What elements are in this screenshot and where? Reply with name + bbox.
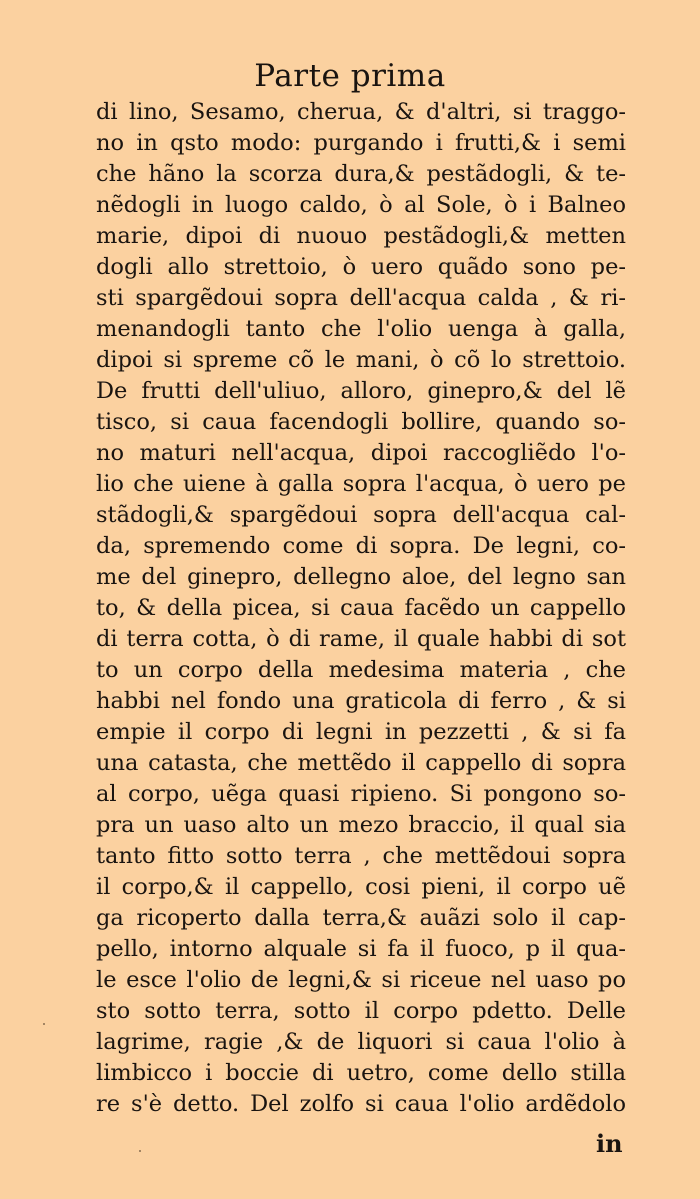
text-line: dogli allo strettoio, ò uero quãdo sono pe- [96, 254, 626, 280]
text-line: me del ginepro, dellegno aloe, del legno san [96, 564, 626, 590]
text-line: le esce l'olio de legni,& si riceue nel uaso po [96, 967, 626, 993]
text-line: tisco, si caua facendogli bollire, quando so- [96, 409, 626, 435]
text-line: habbi nel fondo una graticola di ferro , & si [96, 688, 626, 714]
text-line: De frutti dell'uliuo, alloro, ginepro,& del lẽ [96, 378, 626, 404]
catchword: in [596, 1129, 623, 1158]
text-line: lagrime, ragie ,& de liquori si caua l'olio à [96, 1029, 626, 1055]
text-line: da, spremendo come di sopra. De legni, co- [96, 533, 626, 559]
text-line: dipoi si spreme cõ le mani, ò cõ lo strettoio. [96, 347, 626, 373]
text-line: to un corpo della medesima materia , che [96, 657, 626, 683]
text-line: menandogli tanto che l'olio uenga à galla, [96, 316, 626, 342]
text-line: che hãno la scorza dura,& pestãdogli, & te- [96, 161, 626, 187]
text-line: sti spargẽdoui sopra dell'acqua calda , & ri- [96, 285, 626, 311]
text-line: no maturi nell'acqua, dipoi raccogliẽdo l'o- [96, 440, 626, 466]
text-line: stãdogli,& spargẽdoui sopra dell'acqua cal- [96, 502, 626, 528]
text-line: al corpo, uẽga quasi ripieno. Si pongono so- [96, 781, 626, 807]
text-line: ga ricoperto dalla terra,& auãzi solo il cap- [96, 905, 626, 931]
text-line: sto sotto terra, sotto il corpo pdetto. Delle [96, 998, 626, 1024]
text-line: limbicco i boccie di uetro, come dello stilla [96, 1060, 626, 1086]
text-line: una catasta, che mettẽdo il cappello di sopra [96, 750, 626, 776]
text-line: pra un uaso alto un mezo braccio, il qual sia [96, 812, 626, 838]
text-block [96, 97, 626, 1120]
text-line: no in qsto modo: purgando i frutti,& i semi [96, 130, 626, 156]
text-line: empie il corpo di legni in pezzetti , & si fa [96, 719, 626, 745]
text-line: to, & della picea, si caua facẽdo un cappello [96, 595, 626, 621]
text-line: di lino, Sesamo, cherua, & d'altri, si traggo- [96, 99, 626, 125]
text-line: tanto fitto sotto terra , che mettẽdoui sopra [96, 843, 626, 869]
text-line: marie, dipoi di nuouo pestãdogli,& metten [96, 223, 626, 249]
text-line: il corpo,& il cappello, cosi pieni, il corpo uẽ [96, 874, 626, 900]
running-head: Parte prima [254, 58, 446, 94]
ink-speck [139, 1150, 141, 1152]
ink-speck [43, 1023, 45, 1025]
text-line: pello, intorno alquale si fa il fuoco, p il qua- [96, 936, 626, 962]
text-line: lio che uiene à galla sopra l'acqua, ò uero pe [96, 471, 626, 497]
text-line: nẽdogli in luogo caldo, ò al Sole, ò i Balneo [96, 192, 626, 218]
text-line: re s'è detto. Del zolfo si caua l'olio ardẽdolo [96, 1091, 626, 1117]
text-line: di terra cotta, ò di rame, il quale habbi di sot [96, 626, 626, 652]
